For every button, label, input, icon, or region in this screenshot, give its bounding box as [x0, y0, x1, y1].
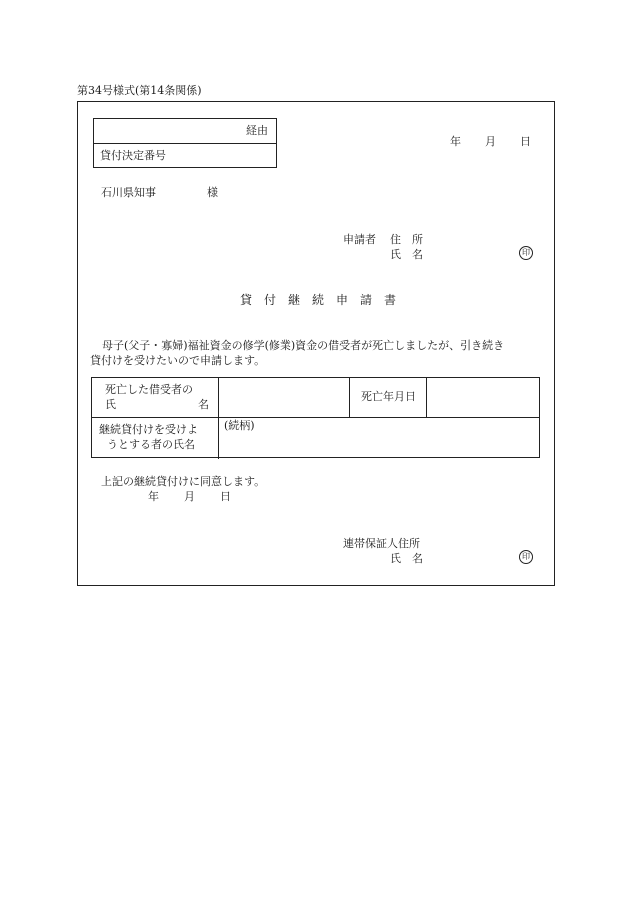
deceased-label-line2-left: 氏 — [105, 398, 116, 411]
deceased-label-line1: 死亡した借受者の — [105, 383, 193, 396]
applicant-address-label: 住 所 — [390, 233, 423, 246]
deceased-label-line2-right: 名 — [198, 398, 209, 411]
table-col-divider — [218, 378, 219, 459]
consent-text: 上記の継続貸付けに同意します。 — [101, 475, 266, 488]
date-month-label: 月 — [485, 135, 496, 148]
successor-label-line2: うとする者の氏名 — [107, 438, 195, 451]
guarantor-seal-icon: 印 — [519, 550, 533, 564]
via-label: 経由 — [246, 124, 268, 137]
routing-box-divider — [94, 143, 276, 144]
applicant-name-label: 氏 名 — [390, 248, 423, 261]
table-col-divider — [426, 378, 427, 417]
consent-year-label: 年 — [148, 490, 159, 503]
relationship-label: (続柄) — [224, 419, 255, 432]
routing-box — [93, 118, 277, 168]
successor-label-line1: 継続貸付けを受けよ — [99, 423, 198, 436]
guarantor-name-label: 氏 名 — [390, 552, 423, 565]
consent-month-label: 月 — [184, 490, 195, 503]
death-date-label: 死亡年月日 — [361, 390, 416, 403]
body-text-line2: 貸付けを受けたいので申請します。 — [90, 354, 266, 367]
addressee-name: 石川県知事 — [101, 186, 156, 199]
applicant-label: 申請者 — [343, 233, 376, 246]
date-day-label: 日 — [520, 135, 531, 148]
decision-number-label: 貸付決定番号 — [100, 149, 166, 162]
applicant-seal-icon: 印 — [519, 246, 533, 260]
document-title: 貸 付 継 続 申 請 書 — [240, 293, 397, 307]
form-number: 第34号様式(第14条関係) — [77, 84, 202, 97]
body-text-line1: 母子(父子・寡婦)福祉資金の修学(修業)資金の借受者が死亡しましたが、引き続き — [102, 339, 505, 352]
consent-day-label: 日 — [220, 490, 231, 503]
table-row-divider — [92, 417, 539, 418]
addressee-honorific: 様 — [207, 186, 218, 199]
table-col-divider — [349, 378, 350, 417]
guarantor-address-label: 連帯保証人住所 — [343, 537, 420, 550]
date-year-label: 年 — [450, 135, 461, 148]
application-table — [91, 377, 540, 458]
